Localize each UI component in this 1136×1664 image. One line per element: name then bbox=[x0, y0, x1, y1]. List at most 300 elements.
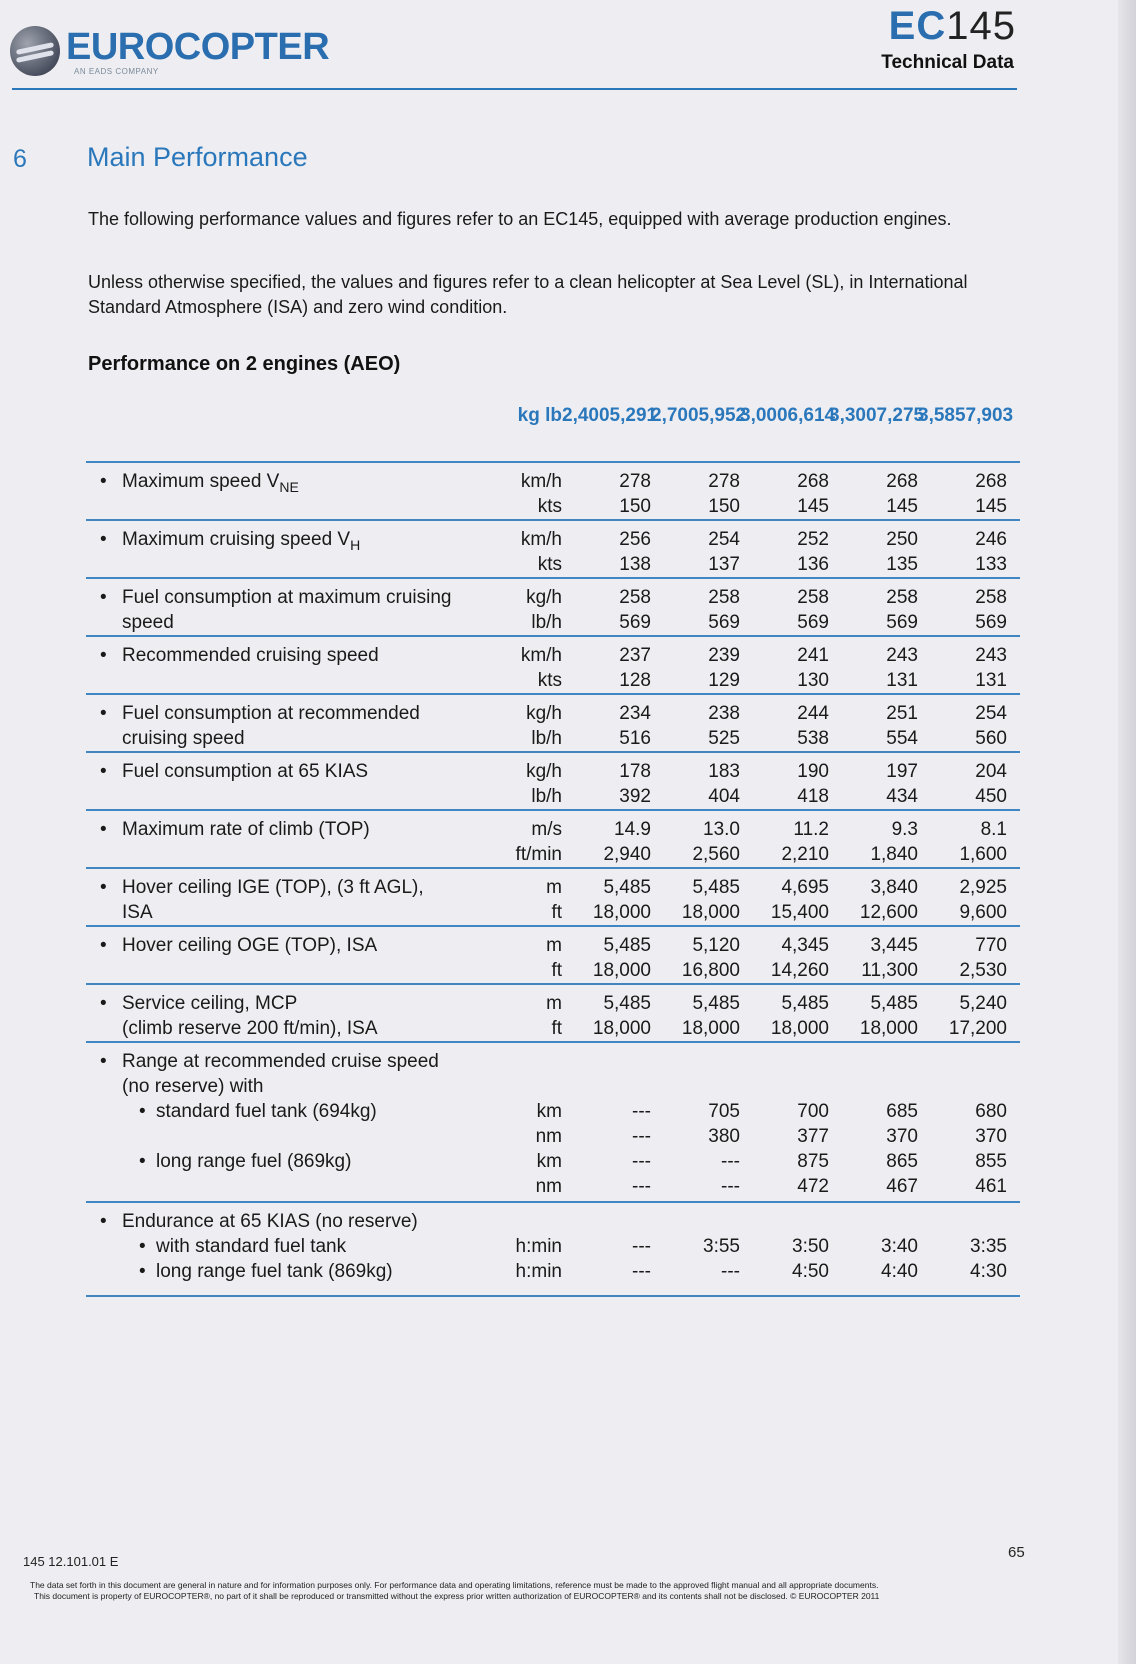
value: 516 bbox=[619, 728, 651, 749]
unit-label: kts bbox=[537, 496, 562, 517]
unit-label: kts bbox=[537, 554, 562, 575]
value: 5,240 bbox=[959, 993, 1007, 1014]
value-cell bbox=[829, 585, 918, 635]
value: 136 bbox=[797, 554, 829, 575]
value-cell bbox=[651, 933, 740, 983]
value: 258 bbox=[797, 587, 829, 608]
row-units bbox=[486, 817, 562, 867]
value-cell bbox=[829, 1049, 918, 1201]
unit-label: h:min bbox=[515, 1236, 562, 1257]
value-cell bbox=[562, 933, 651, 983]
value: 145 bbox=[975, 496, 1007, 517]
value-cell bbox=[562, 701, 651, 751]
value: 3:50 bbox=[792, 1236, 829, 1257]
table-row bbox=[86, 519, 1020, 577]
value-cell bbox=[651, 1049, 740, 1201]
value-cell bbox=[740, 585, 829, 635]
value-cell bbox=[829, 875, 918, 925]
value: 3,840 bbox=[870, 877, 918, 898]
unit-label: m bbox=[546, 935, 562, 956]
value: 1,600 bbox=[959, 844, 1007, 865]
row-label-text bbox=[86, 469, 486, 500]
unit-label: ft/min bbox=[515, 844, 562, 865]
value: 8.1 bbox=[980, 819, 1007, 840]
value: 14.9 bbox=[614, 819, 651, 840]
value: 370 bbox=[975, 1126, 1007, 1147]
row-label-line: cruising speed bbox=[122, 728, 245, 749]
endurance-label bbox=[86, 1209, 486, 1295]
value: 685 bbox=[886, 1101, 918, 1122]
value: 17,200 bbox=[948, 1018, 1007, 1039]
value-cell bbox=[918, 817, 1007, 867]
value: 569 bbox=[886, 612, 918, 633]
row-label-subscript: NE bbox=[279, 478, 299, 495]
value-cell bbox=[829, 701, 918, 751]
range-label-line: (no reserve) with bbox=[122, 1076, 264, 1097]
value: 538 bbox=[797, 728, 829, 749]
value-cell bbox=[829, 469, 918, 519]
row-label bbox=[86, 585, 486, 635]
value-cell bbox=[562, 643, 651, 693]
value: 5,485 bbox=[870, 993, 918, 1014]
value-cell bbox=[829, 933, 918, 983]
value-cell bbox=[740, 933, 829, 983]
row-label-line: • Fuel consumption at maximum cruising bbox=[86, 585, 486, 610]
value-cell bbox=[740, 759, 829, 809]
unit-label: lb/h bbox=[531, 612, 562, 633]
value: 258 bbox=[886, 587, 918, 608]
value: 4:50 bbox=[792, 1261, 829, 1282]
value: 560 bbox=[975, 728, 1007, 749]
value-cell bbox=[829, 1209, 918, 1295]
table-row bbox=[86, 635, 1020, 693]
range-spacer bbox=[86, 1124, 486, 1149]
table-row bbox=[86, 867, 1020, 925]
value: 3:35 bbox=[970, 1236, 1007, 1257]
row-label-line: • Maximum rate of climb (TOP) bbox=[86, 817, 486, 842]
document-type: Technical Data bbox=[881, 52, 1014, 73]
row-label bbox=[86, 991, 486, 1041]
row-label-line: speed bbox=[122, 612, 174, 633]
row-units bbox=[486, 701, 562, 751]
row-label-line: (climb reserve 200 ft/min), ISA bbox=[122, 1018, 378, 1039]
row-label-line: • Hover ceiling OGE (TOP), ISA bbox=[86, 933, 486, 958]
value: 705 bbox=[708, 1101, 740, 1122]
value: 258 bbox=[708, 587, 740, 608]
table-row-endurance bbox=[86, 1201, 1020, 1295]
value: 569 bbox=[708, 612, 740, 633]
value: 9.3 bbox=[891, 819, 918, 840]
value-cell bbox=[740, 817, 829, 867]
row-label bbox=[86, 759, 486, 809]
value-cell bbox=[918, 469, 1007, 519]
value-cell bbox=[918, 1049, 1007, 1201]
mass-kg: 2,400 bbox=[562, 405, 610, 426]
row-units bbox=[486, 759, 562, 809]
range-units bbox=[486, 1049, 562, 1201]
value: 5,485 bbox=[692, 993, 740, 1014]
value-cell bbox=[651, 875, 740, 925]
value: 204 bbox=[975, 761, 1007, 782]
row-label-line: • Fuel consumption at recommended bbox=[86, 701, 486, 726]
section-number: 6 bbox=[13, 145, 27, 173]
value: 150 bbox=[619, 496, 651, 517]
row-units bbox=[486, 933, 562, 983]
value-cell bbox=[651, 701, 740, 751]
value-cell bbox=[740, 875, 829, 925]
value: 258 bbox=[975, 587, 1007, 608]
value: 18,000 bbox=[681, 902, 740, 923]
value: 4,345 bbox=[781, 935, 829, 956]
value-cell bbox=[740, 701, 829, 751]
mass-unit-kg: kg bbox=[517, 405, 540, 426]
row-units bbox=[486, 527, 562, 577]
disclaimer-line-1: The data set forth in this document are general in nature and for information purposes only. For performance data and operating limitations, reference must be made to the approved flight manual and all appropriate documents. bbox=[30, 1580, 879, 1590]
logo-subtitle: AN EADS COMPANY bbox=[74, 66, 159, 76]
mass-lb: 7,275 bbox=[876, 405, 925, 426]
section-title: Main Performance bbox=[87, 142, 308, 172]
value: 244 bbox=[797, 703, 829, 724]
unit-label: kg/h bbox=[526, 761, 562, 782]
row-label-line: • Recommended cruising speed bbox=[86, 643, 486, 668]
row-label-main: Maximum cruising speed V bbox=[122, 529, 351, 550]
value: 129 bbox=[708, 670, 740, 691]
value: 131 bbox=[886, 670, 918, 691]
value-cell bbox=[562, 875, 651, 925]
value-cell bbox=[829, 527, 918, 577]
disclaimer bbox=[30, 1580, 1030, 1602]
value: 4,695 bbox=[781, 877, 829, 898]
value-cell bbox=[651, 469, 740, 519]
value: 11.2 bbox=[793, 819, 829, 840]
row-label-line: • Hover ceiling IGE (TOP), (3 ft AGL), bbox=[86, 875, 486, 900]
value-cell bbox=[918, 1209, 1007, 1295]
value: --- bbox=[632, 1176, 651, 1197]
value: 700 bbox=[797, 1101, 829, 1122]
performance-table bbox=[86, 403, 1020, 1297]
row-units bbox=[486, 991, 562, 1041]
value: 875 bbox=[797, 1151, 829, 1172]
table-row bbox=[86, 693, 1020, 751]
unit-label: km/h bbox=[520, 645, 562, 666]
value: --- bbox=[632, 1126, 651, 1147]
unit-label: km/h bbox=[520, 529, 562, 550]
value: 5,485 bbox=[603, 877, 651, 898]
value: 18,000 bbox=[770, 1018, 829, 1039]
value: 18,000 bbox=[592, 902, 651, 923]
value-cell bbox=[918, 527, 1007, 577]
row-units bbox=[486, 469, 562, 519]
page-edge bbox=[1118, 0, 1136, 1664]
unit-label: lb/h bbox=[531, 728, 562, 749]
row-units bbox=[486, 875, 562, 925]
row-label-main: Maximum speed V bbox=[122, 471, 280, 492]
value-cell bbox=[651, 1209, 740, 1295]
value: 472 bbox=[797, 1176, 829, 1197]
document-id: 145 12.101.01 E bbox=[23, 1554, 119, 1569]
unit-label: km bbox=[536, 1101, 562, 1122]
unit-label: m/s bbox=[531, 819, 562, 840]
unit-label: kts bbox=[537, 670, 562, 691]
value: 130 bbox=[797, 670, 829, 691]
row-label bbox=[86, 527, 486, 577]
value: 434 bbox=[886, 786, 918, 807]
value: 461 bbox=[975, 1176, 1007, 1197]
value-cell bbox=[918, 701, 1007, 751]
value: 2,560 bbox=[692, 844, 740, 865]
value: 256 bbox=[619, 529, 651, 550]
value: 5,485 bbox=[781, 993, 829, 1014]
intro-paragraph-2: Unless otherwise specified, the values and figures refer to a clean helicopter at Sea Level (SL), in International Standard Atmosphere (ISA) and zero wind condition. bbox=[88, 272, 968, 317]
eurocopter-logo bbox=[10, 26, 329, 76]
disclaimer-line-2: This document is property of EUROCOPTER®, no part of it shall be reproduced or transmitted without the express prior written authorization of EUROCOPTER® and its contents shall not be disclosed. © EUROCOPTER 2011 bbox=[34, 1591, 880, 1601]
globe-logo-icon bbox=[10, 26, 60, 76]
value: 135 bbox=[886, 554, 918, 575]
value: 18,000 bbox=[681, 1018, 740, 1039]
value: 770 bbox=[975, 935, 1007, 956]
value: 197 bbox=[886, 761, 918, 782]
unit-label: nm bbox=[535, 1126, 562, 1147]
unit-label: ft bbox=[551, 902, 562, 923]
value: 13.0 bbox=[703, 819, 740, 840]
value: 11,300 bbox=[861, 960, 918, 981]
value-cell bbox=[829, 817, 918, 867]
value: --- bbox=[721, 1176, 740, 1197]
value-cell bbox=[740, 643, 829, 693]
mass-unit-lb: lb bbox=[545, 405, 562, 426]
value: 865 bbox=[886, 1151, 918, 1172]
value: 237 bbox=[619, 645, 651, 666]
value-cell bbox=[918, 643, 1007, 693]
row-label-line: ISA bbox=[122, 902, 153, 923]
table-row bbox=[86, 925, 1020, 983]
value: 128 bbox=[619, 670, 651, 691]
value-cell bbox=[562, 1049, 651, 1201]
value: 16,800 bbox=[681, 960, 740, 981]
value: 2,925 bbox=[959, 877, 1007, 898]
value: 855 bbox=[975, 1151, 1007, 1172]
value-cell bbox=[562, 817, 651, 867]
value: 268 bbox=[886, 471, 918, 492]
mass-kg: 3,300 bbox=[829, 405, 877, 426]
row-label bbox=[86, 875, 486, 925]
value: 467 bbox=[886, 1176, 918, 1197]
value: 5,120 bbox=[692, 935, 740, 956]
value: 145 bbox=[886, 496, 918, 517]
logo-name: EUROCOPTER bbox=[66, 25, 330, 68]
range-sub-long: • long range fuel (869kg) bbox=[86, 1149, 486, 1174]
mass-kg: 3,585 bbox=[918, 405, 966, 426]
value-cell bbox=[651, 759, 740, 809]
row-label-subscript: H bbox=[350, 536, 361, 553]
value: 133 bbox=[975, 554, 1007, 575]
row-label bbox=[86, 933, 486, 983]
value: --- bbox=[721, 1261, 740, 1282]
value: --- bbox=[721, 1151, 740, 1172]
value: 418 bbox=[797, 786, 829, 807]
value: 680 bbox=[975, 1101, 1007, 1122]
endurance-sub-standard: • with standard fuel tank bbox=[86, 1234, 486, 1259]
value: 3,445 bbox=[870, 935, 918, 956]
endurance-label-line: • Endurance at 65 KIAS (no reserve) bbox=[86, 1209, 486, 1234]
value: --- bbox=[632, 1236, 651, 1257]
unit-label: km bbox=[536, 1151, 562, 1172]
mass-lb: 5,291 bbox=[609, 405, 658, 426]
value-cell bbox=[562, 1209, 651, 1295]
table-row bbox=[86, 577, 1020, 635]
value: 5,485 bbox=[603, 935, 651, 956]
value: --- bbox=[632, 1151, 651, 1172]
value: 250 bbox=[886, 529, 918, 550]
value: 14,260 bbox=[770, 960, 829, 981]
unit-label: m bbox=[546, 877, 562, 898]
model-number: 145 bbox=[946, 4, 1016, 48]
row-units bbox=[486, 585, 562, 635]
table-row bbox=[86, 809, 1020, 867]
endurance-sub-long: • long range fuel tank (869kg) bbox=[86, 1259, 486, 1284]
value-cell bbox=[562, 469, 651, 519]
row-label bbox=[86, 469, 486, 519]
range-label bbox=[86, 1049, 486, 1201]
value: 18,000 bbox=[859, 1018, 918, 1039]
mass-lb: 7,903 bbox=[965, 405, 1014, 426]
value-cell bbox=[829, 991, 918, 1041]
value: 18,000 bbox=[592, 960, 651, 981]
table-row bbox=[86, 461, 1020, 519]
unit-label: ft bbox=[551, 960, 562, 981]
value: 138 bbox=[619, 554, 651, 575]
unit-label: m bbox=[546, 993, 562, 1014]
row-units bbox=[486, 643, 562, 693]
value: 4:30 bbox=[970, 1261, 1007, 1282]
value: 238 bbox=[708, 703, 740, 724]
value: 525 bbox=[708, 728, 740, 749]
row-label bbox=[86, 643, 486, 693]
range-label-line: • Range at recommended cruise speed bbox=[86, 1049, 486, 1074]
value-cell bbox=[562, 585, 651, 635]
value: 4:40 bbox=[881, 1261, 918, 1282]
value-cell bbox=[740, 991, 829, 1041]
unit-label: kg/h bbox=[526, 703, 562, 724]
value-cell bbox=[918, 991, 1007, 1041]
value: 5,485 bbox=[692, 877, 740, 898]
model-name bbox=[889, 4, 1016, 49]
mass-kg: 2,700 bbox=[651, 405, 699, 426]
value-cell bbox=[651, 527, 740, 577]
value: 268 bbox=[975, 471, 1007, 492]
value-cell bbox=[562, 991, 651, 1041]
page-number: 65 bbox=[1008, 1544, 1025, 1561]
row-label-line: • Fuel consumption at 65 KIAS bbox=[86, 759, 486, 784]
table-end-rule bbox=[86, 1295, 1020, 1297]
value: --- bbox=[632, 1261, 651, 1282]
value-cell bbox=[918, 875, 1007, 925]
endurance-units bbox=[486, 1209, 562, 1295]
row-label bbox=[86, 701, 486, 751]
value-cell bbox=[651, 991, 740, 1041]
value: 190 bbox=[797, 761, 829, 782]
value: 569 bbox=[797, 612, 829, 633]
value-cell bbox=[918, 759, 1007, 809]
value: 2,210 bbox=[781, 844, 829, 865]
value: 251 bbox=[886, 703, 918, 724]
value: 150 bbox=[708, 496, 740, 517]
table-row bbox=[86, 751, 1020, 809]
mass-header-row bbox=[86, 403, 1020, 461]
value-cell bbox=[562, 759, 651, 809]
unit-label: lb/h bbox=[531, 786, 562, 807]
unit-label: kg/h bbox=[526, 587, 562, 608]
value-cell bbox=[829, 643, 918, 693]
value: 392 bbox=[619, 786, 651, 807]
value: 241 bbox=[797, 645, 829, 666]
row-label-line: • Service ceiling, MCP bbox=[86, 991, 486, 1016]
value: 15,400 bbox=[770, 902, 829, 923]
value: 569 bbox=[975, 612, 1007, 633]
value: 1,840 bbox=[870, 844, 918, 865]
value-cell bbox=[562, 527, 651, 577]
value: 3:55 bbox=[703, 1236, 740, 1257]
table-row bbox=[86, 983, 1020, 1041]
value-cell bbox=[740, 527, 829, 577]
value: 9,600 bbox=[959, 902, 1007, 923]
value: 137 bbox=[708, 554, 740, 575]
mass-lb: 5,952 bbox=[698, 405, 747, 426]
value: --- bbox=[632, 1101, 651, 1122]
value: 145 bbox=[797, 496, 829, 517]
unit-label: h:min bbox=[515, 1261, 562, 1282]
value: 252 bbox=[797, 529, 829, 550]
value: 254 bbox=[708, 529, 740, 550]
value: 131 bbox=[975, 670, 1007, 691]
unit-label: ft bbox=[551, 1018, 562, 1039]
value: 377 bbox=[797, 1126, 829, 1147]
unit-label: km/h bbox=[520, 471, 562, 492]
value: 183 bbox=[708, 761, 740, 782]
value: 12,600 bbox=[859, 902, 918, 923]
value-cell bbox=[740, 1209, 829, 1295]
value: 178 bbox=[619, 761, 651, 782]
value: 258 bbox=[619, 587, 651, 608]
table-subheading: Performance on 2 engines (AEO) bbox=[88, 353, 401, 375]
value: 239 bbox=[708, 645, 740, 666]
value-cell bbox=[918, 585, 1007, 635]
performance-rows bbox=[86, 461, 1020, 1295]
value-cell bbox=[651, 643, 740, 693]
value: 370 bbox=[886, 1126, 918, 1147]
value-cell bbox=[829, 759, 918, 809]
value: 246 bbox=[975, 529, 1007, 550]
value: 2,530 bbox=[959, 960, 1007, 981]
header-rule bbox=[12, 88, 1017, 90]
value: 569 bbox=[619, 612, 651, 633]
value: 234 bbox=[619, 703, 651, 724]
value-cell bbox=[651, 585, 740, 635]
mass-kg: 3,000 bbox=[740, 405, 788, 426]
value-cell bbox=[740, 469, 829, 519]
value-cell bbox=[918, 933, 1007, 983]
value: 450 bbox=[975, 786, 1007, 807]
row-label-text bbox=[86, 527, 486, 558]
unit-label: nm bbox=[535, 1176, 562, 1197]
value: 278 bbox=[708, 471, 740, 492]
value: 243 bbox=[975, 645, 1007, 666]
value: 278 bbox=[619, 471, 651, 492]
row-label bbox=[86, 817, 486, 867]
value-cell bbox=[740, 1049, 829, 1201]
value: 3:40 bbox=[881, 1236, 918, 1257]
value: 2,940 bbox=[603, 844, 651, 865]
